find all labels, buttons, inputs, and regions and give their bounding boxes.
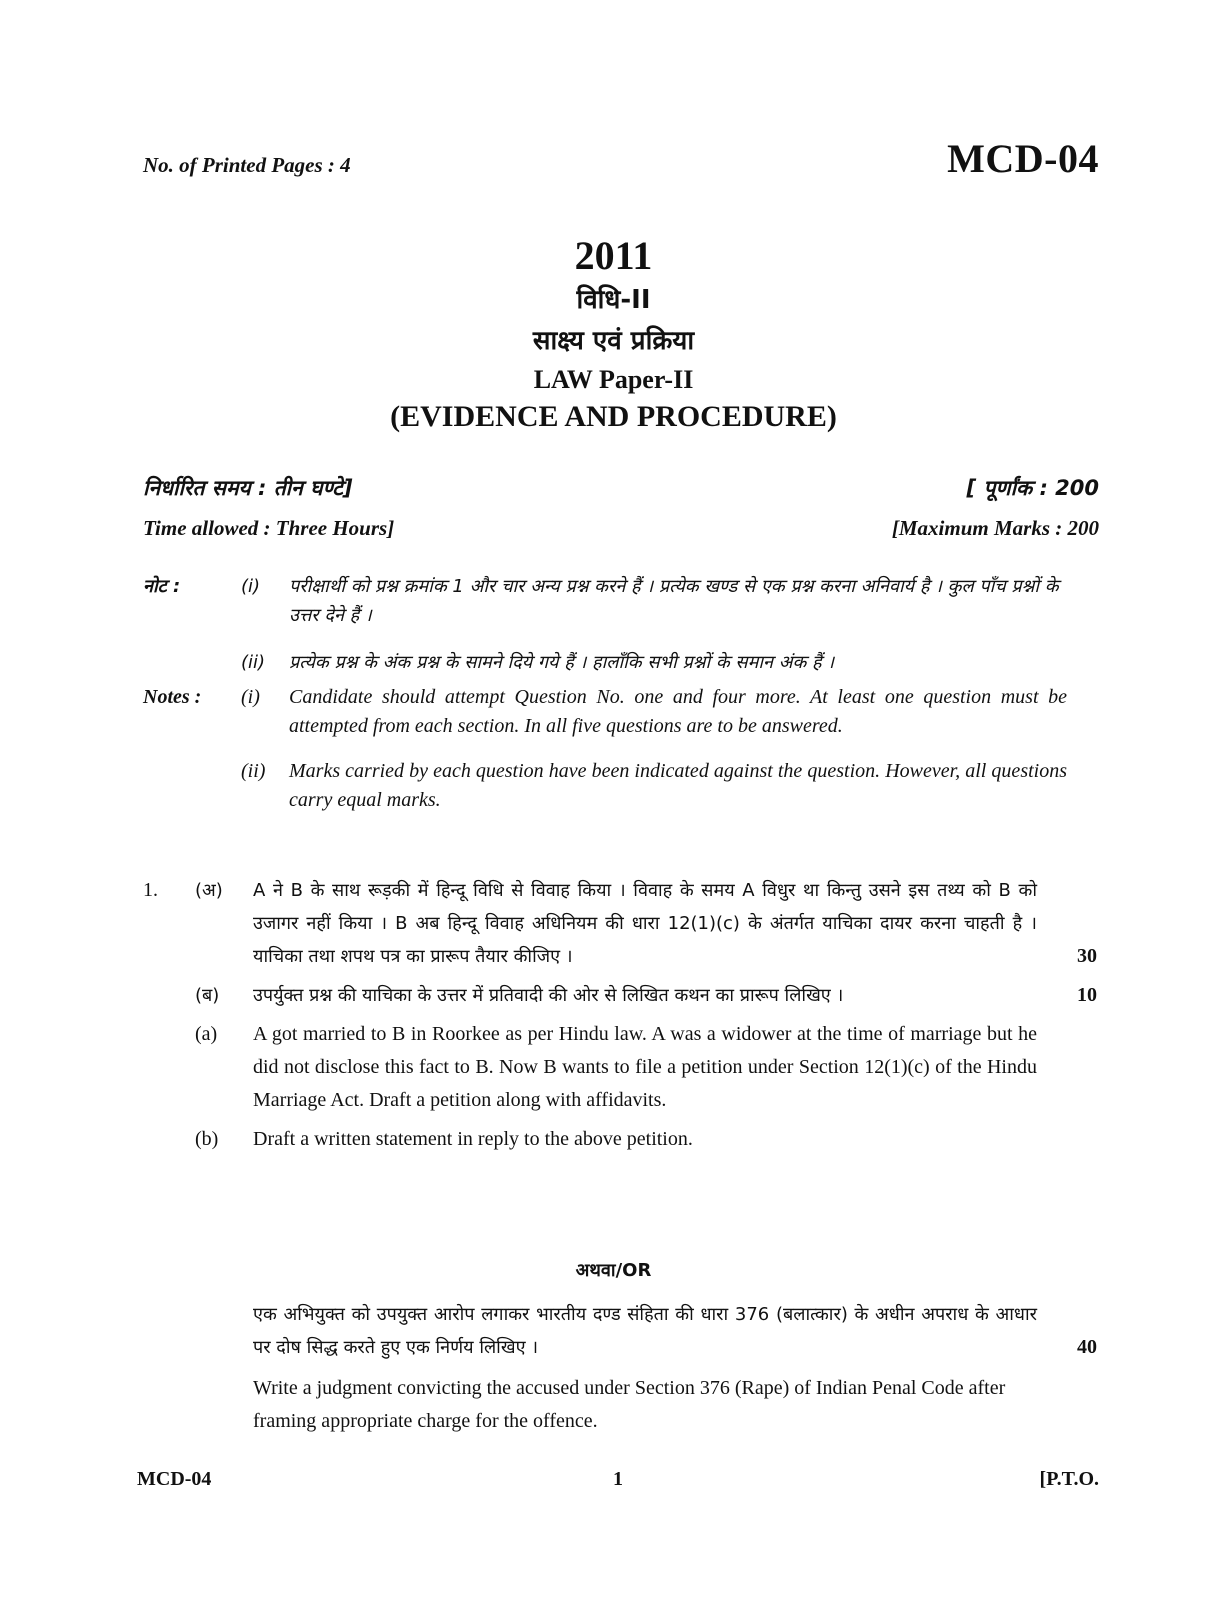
part-text: उपर्युक्त प्रश्न की याचिका के उत्तर में प्रतिवादी की ओर से लिखित कथन का प्रारूप लिखिए । [253,985,844,1006]
hindi-subject: विधि-II [576,285,651,315]
english-notes-label: Notes : [143,686,202,708]
or-english-text: Write a judgment convicting the accused under Section 376 (Rape) of Indian Penal Code after framing appropriate charge for the offence. [253,1377,1006,1432]
hindi-max-marks: [ पूर्णांक : 200 [966,476,1099,500]
hindi-time-allowed: निर्धारित समय : तीन घण्टे] [143,476,353,500]
part-text: Draft a written statement in reply to the above petition. [253,1128,693,1150]
maximum-marks: [Maximum Marks : 200 [891,516,1099,540]
english-subject: LAW Paper-II [533,365,694,394]
time-allowed: Time allowed : Three Hours] [143,516,395,540]
question-part [143,874,1097,973]
english-notes [143,683,1067,815]
question-1 [143,874,1097,1156]
part-text: A got married to B in Roorkee as per Hindu law. A was a widower at the time of marriage but he did not disclose this fact to B. Now B wants to file a petition under Section 12(1)(c) of the Hindu Marriage Act. Draft a petition along with affidavits. [253,1023,1037,1111]
or-hindi-text: एक अभियुक्त को उपयुक्त आरोप लगाकर भारतीय दण्ड संहिता की धारा 376 (बलात्कार) के अधीन अपराध के आधार पर दोष सिद्ध करते हुए एक निर्णय लिखिए । [253,1304,1037,1358]
or-marks: 40 [1077,1336,1097,1358]
english-paper-title: (EVIDENCE AND PROCEDURE) [390,400,837,433]
part-label: (अ) [195,880,223,901]
hindi-notes-label: नोट : [143,576,181,597]
note-text: Candidate should attempt Question No. one and four more. At least one question must be attempted from each section. In all five questions are to be answered. [289,686,1067,737]
note-text: प्रत्येक प्रश्न के अंक प्रश्न के सामने दिये गये हैं । हालाँकि सभी प्रश्नों के समान अंक हैं । [289,652,835,673]
part-label: (a) [195,1023,218,1045]
note-number: (i) [241,686,260,708]
question-part [143,1123,1097,1156]
note-number: (i) [241,576,261,597]
english-meta-row [143,516,1099,541]
hindi-paper-title: साक्ष्य एवं प्रक्रिया [532,326,695,356]
part-marks: 10 [1077,984,1097,1006]
paper-code: MCD-04 [947,136,1099,181]
title-block [0,232,1227,436]
note-number: (ii) [241,652,266,673]
hindi-meta-row [143,474,1099,502]
question-part [143,1018,1097,1117]
note-text: Marks carried by each question have been indicated against the question. However, all questions carry equal marks. [289,760,1067,811]
footer-code: MCD-04 [137,1468,212,1490]
question-number: 1. [143,879,158,901]
pto-label: [P.T.O. [1039,1468,1099,1490]
or-heading: अथवा/OR [575,1260,652,1281]
question-part [143,979,1097,1012]
page-footer [137,1468,1099,1491]
part-label: (b) [195,1128,219,1150]
page-number: 1 [613,1468,623,1490]
note-number: (ii) [241,760,266,782]
note-text: परीक्षार्थी को प्रश्न क्रमांक 1 और चार अन्य प्रश्न करने हैं । प्रत्येक खण्ड से एक प्रश्न करना अनिवार्य है । कुल पाँच प्रश्नों के उत्तर देने हैं । [289,576,1059,626]
part-label: (ब) [195,985,220,1006]
or-question [143,1298,1097,1438]
hindi-notes [143,572,1067,677]
printed-pages-label: No. of Printed Pages : 4 [143,153,351,177]
exam-year: 2011 [574,233,653,278]
part-text: A ने B के साथ रूड़की में हिन्दू विधि से विवाह किया । विवाह के समय A विधुर था किन्तु उसने इस तथ्य को B को उजागर नहीं किया । B अब हिन्दू विवाह अधिनियम की धारा 12(1)(c) के अंतर्गत याचिका दायर करना चाहती है । याचिका तथा शपथ पत्र का प्रारूप तैयार कीजिए । [253,880,1037,967]
part-marks: 30 [1077,945,1097,967]
